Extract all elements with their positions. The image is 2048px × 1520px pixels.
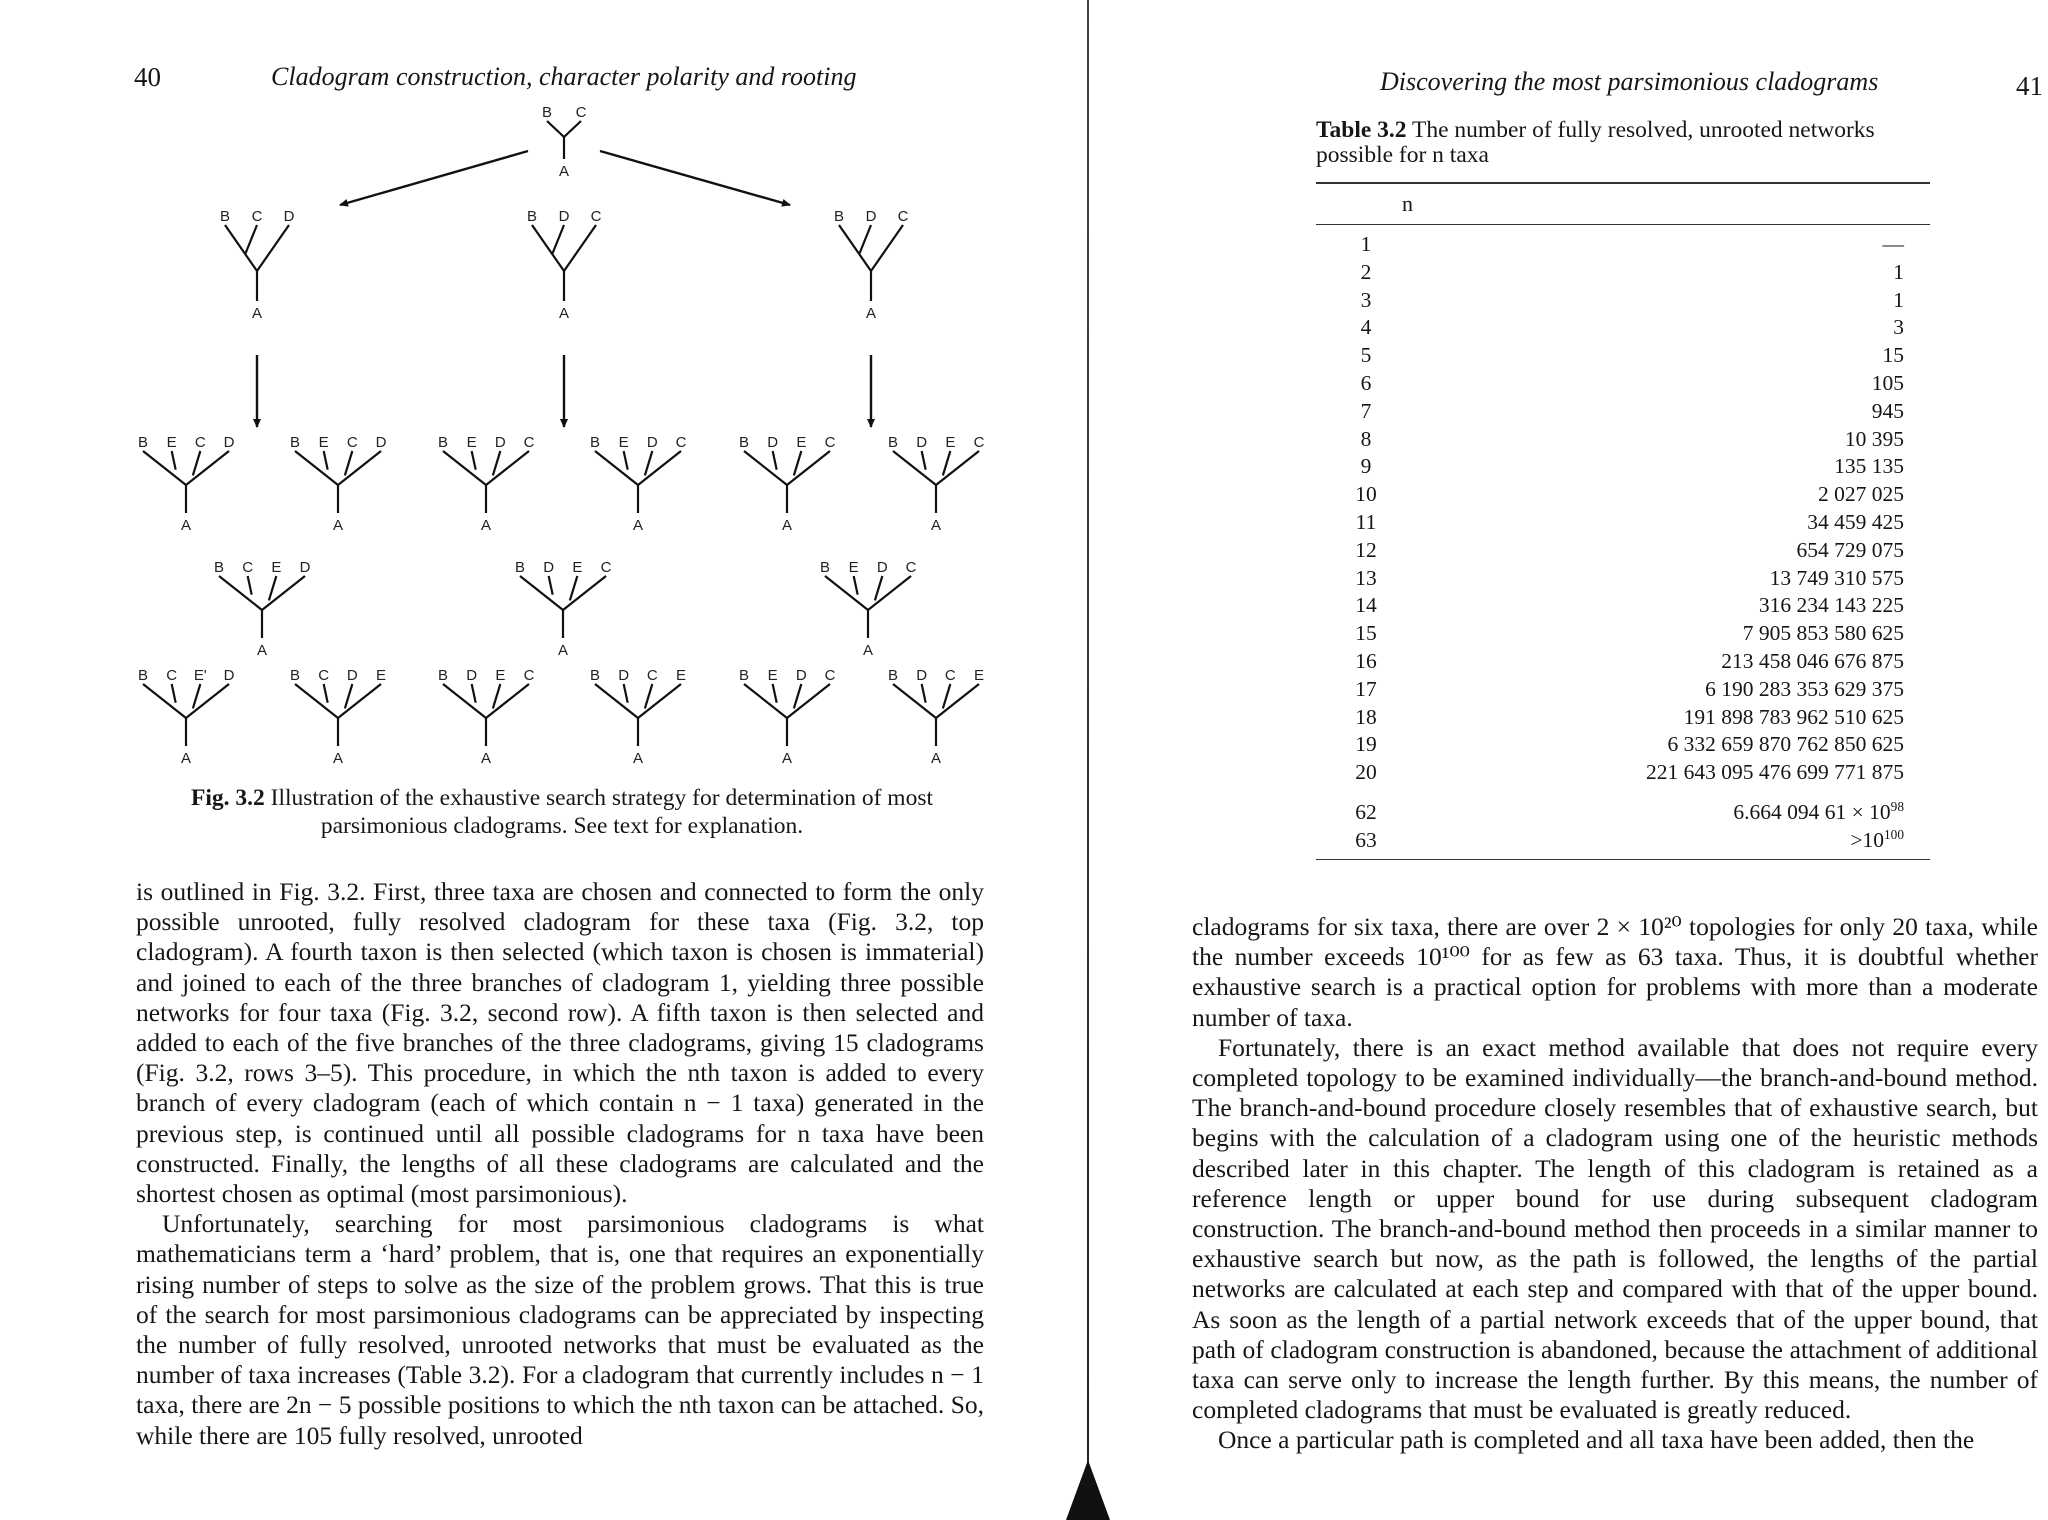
root-label: A xyxy=(557,642,569,659)
table-cell-n: 20 xyxy=(1355,760,1377,785)
taxon-label: B xyxy=(589,434,601,451)
cladogram-r2c xyxy=(834,208,909,322)
table-row xyxy=(1316,287,1930,315)
taxon-label: B xyxy=(137,434,149,451)
right-page-number: 41 xyxy=(2016,71,2043,101)
table-cell-n: 62 xyxy=(1355,799,1377,824)
table-cell-count: 945 xyxy=(1871,398,1904,423)
cladogram-branch xyxy=(645,684,652,708)
taxon-label: C xyxy=(824,667,836,684)
cladogram-branch xyxy=(936,451,979,485)
table-caption-text: The number of fully resolved, unrooted networks possible for n taxa xyxy=(1316,117,1875,168)
cladogram-r3f xyxy=(888,434,985,534)
cladogram-branch xyxy=(324,451,328,470)
root-label: A xyxy=(781,517,793,534)
cladogram-branch xyxy=(773,451,777,470)
cladogram-branch xyxy=(943,684,950,708)
cladogram-branch xyxy=(564,225,596,271)
taxon-label: E xyxy=(973,667,985,684)
cladogram-branch xyxy=(443,684,486,718)
taxon-label: E xyxy=(271,559,282,576)
taxon-label: E xyxy=(675,667,687,684)
table-row xyxy=(1316,704,1930,732)
cladogram-branch xyxy=(744,451,787,485)
taxon-label: E xyxy=(318,434,329,451)
count-exponent: 98 xyxy=(1890,798,1904,814)
cladogram-branch xyxy=(645,451,652,475)
taxon-label: E xyxy=(767,667,778,684)
caption-line-2: parsimonious cladograms. See text for explanation. xyxy=(320,813,804,839)
table-row xyxy=(1316,370,1930,398)
cladogram-r5d xyxy=(590,667,686,767)
taxon-label: E xyxy=(166,434,177,451)
cladogram-r4b xyxy=(515,559,612,659)
table-gap xyxy=(1316,787,1930,799)
taxon-label: D xyxy=(223,667,235,684)
table-cell-count: 105 xyxy=(1871,370,1904,395)
right-paragraph-3: Once a particular path is completed and all taxa have been added, then the xyxy=(1218,1425,1975,1455)
table-row xyxy=(1316,799,1930,827)
table-cell-n: 10 xyxy=(1355,482,1377,507)
cladogram-branch xyxy=(520,576,563,610)
taxon-label: D xyxy=(876,559,888,576)
taxon-label: B xyxy=(289,434,301,451)
arrow xyxy=(340,151,528,205)
cladogram-r5c xyxy=(438,667,535,767)
left-running-head: Cladogram construction, character polarity and rooting xyxy=(271,62,857,91)
table-row xyxy=(1316,676,1930,704)
cladogram-branch xyxy=(624,684,628,703)
right-running-head: Discovering the most parsimonious cladograms xyxy=(1380,67,1879,96)
cladogram-branch xyxy=(547,121,564,137)
cladogram-branch xyxy=(143,684,186,718)
table-row xyxy=(1316,314,1930,342)
cladogram-r4a xyxy=(214,559,311,659)
cladogram-r5a xyxy=(138,667,235,767)
table-row xyxy=(1316,342,1930,370)
table-row xyxy=(1316,827,1930,855)
table-cell-count: 6 190 283 353 629 375 xyxy=(1705,676,1904,701)
table-row xyxy=(1316,481,1930,509)
table-cell-count: 34 459 425 xyxy=(1807,509,1904,534)
cladogram-branch xyxy=(825,576,868,610)
arrow xyxy=(600,151,790,205)
cladogram-branch xyxy=(345,684,352,708)
root-label: A xyxy=(865,305,877,322)
table-cell-n: 7 xyxy=(1360,398,1372,423)
cladogram-branch xyxy=(868,576,911,610)
table-header-n: n xyxy=(1402,190,1413,216)
figure-label: Fig. 3.2 xyxy=(190,785,265,811)
table-row xyxy=(1316,509,1930,537)
table-caption xyxy=(1316,118,1930,168)
cladogram-branch xyxy=(472,451,476,470)
table-cell-n: 15 xyxy=(1355,621,1377,646)
cladogram-branch xyxy=(624,451,628,470)
taxon-label: C xyxy=(675,434,687,451)
cladogram-branch xyxy=(245,225,257,254)
root-label: A xyxy=(632,750,644,767)
table-cell-count: — xyxy=(1882,232,1904,256)
cladogram-branch xyxy=(443,451,486,485)
root-label: A xyxy=(332,750,344,767)
root-label: A xyxy=(256,642,268,659)
root-label: A xyxy=(251,305,263,322)
taxon-label: E xyxy=(618,434,629,451)
cladogram-branch xyxy=(595,451,638,485)
cladogram-branch xyxy=(549,576,553,595)
taxon-label: C xyxy=(590,208,602,225)
cladogram-branch xyxy=(493,684,500,708)
table-cell-count: 10 395 xyxy=(1844,426,1904,451)
taxon-label: C xyxy=(646,667,658,684)
cladogram-branch xyxy=(875,576,882,600)
table-cell-count: 135 135 xyxy=(1834,454,1904,479)
taxon-label: D xyxy=(558,208,570,225)
table-cell-n: 11 xyxy=(1355,509,1377,534)
taxon-label: B xyxy=(514,559,526,576)
taxon-label: C xyxy=(166,667,178,684)
table-cell-n: 18 xyxy=(1355,704,1377,729)
cladogram-branch xyxy=(338,684,381,718)
cladogram-branch xyxy=(262,576,305,610)
table-cell-n: 14 xyxy=(1355,593,1377,618)
taxon-label: B xyxy=(526,208,538,225)
root-label: A xyxy=(930,517,942,534)
cladogram-branch xyxy=(257,225,289,271)
cladogram-branch xyxy=(943,451,950,475)
table-row xyxy=(1316,759,1930,787)
table-cell-n: 16 xyxy=(1355,648,1377,673)
table-row xyxy=(1316,648,1930,676)
left-page-number: 40 xyxy=(134,62,161,92)
taxon-label: C xyxy=(523,434,535,451)
cladogram-r3d xyxy=(590,434,687,534)
cladogram-r3c xyxy=(438,434,535,534)
cladogram-r5e xyxy=(739,667,836,767)
cladogram-branch xyxy=(893,684,936,718)
cladogram-branch xyxy=(859,225,871,254)
root-label: A xyxy=(781,750,793,767)
cladogram-branch xyxy=(638,684,681,718)
cladogram-branch xyxy=(936,684,979,718)
table-cell-n: 8 xyxy=(1360,426,1372,451)
taxon-label: E xyxy=(466,434,477,451)
taxon-label: C xyxy=(897,208,909,225)
taxon-label: C xyxy=(973,434,985,451)
cladogram-branch xyxy=(186,451,229,485)
table-row xyxy=(1316,453,1930,481)
cladogram-diagram xyxy=(130,105,1010,785)
taxon-label: B xyxy=(437,434,449,451)
table-cell-count xyxy=(1416,827,1930,855)
table-row xyxy=(1316,426,1930,454)
table-cell-count: 2 027 025 xyxy=(1818,482,1904,507)
taxon-label: D xyxy=(618,667,630,684)
cladogram-r2b xyxy=(527,208,602,322)
taxon-label: D xyxy=(375,434,387,451)
table-cell-count: 6 332 659 870 762 850 625 xyxy=(1667,732,1904,757)
right-paragraph-1: cladograms for six taxa, there are over 2 × 10²⁰ topologies for only 20 taxa, while the number exceeds 10¹⁰⁰ for as few as 63 taxa. Thus, it is doubtful whether exhaustive search is a practical option for problems with more than a moderate number of taxa. xyxy=(1192,912,2038,1032)
table-cell-count: 13 749 310 575 xyxy=(1769,565,1904,590)
cladogram-branch xyxy=(493,451,500,475)
table-body xyxy=(1316,225,1930,859)
taxon-label: D xyxy=(466,667,478,684)
table-row xyxy=(1316,731,1930,759)
taxon-label: B xyxy=(887,667,899,684)
taxon-label: E' xyxy=(193,667,207,684)
taxon-label: E xyxy=(375,667,387,684)
cladogram-r3b xyxy=(290,434,387,534)
table-cell-count: 316 234 143 225 xyxy=(1758,593,1904,618)
cladogram-branch xyxy=(345,451,352,475)
taxon-label: C xyxy=(318,667,330,684)
table-cell-count: 7 905 853 580 625 xyxy=(1742,621,1904,646)
root-label: A xyxy=(558,305,570,322)
taxon-label: D xyxy=(299,559,311,576)
count-exponent: 100 xyxy=(1884,826,1904,842)
table-cell-n: 17 xyxy=(1355,676,1377,701)
table-row xyxy=(1316,620,1930,648)
caption-line-1: Illustration of the exhaustive search strategy for determination of most xyxy=(270,785,933,811)
taxon-label: D xyxy=(865,208,877,225)
right-body-text xyxy=(1192,912,2038,1456)
taxon-label: B xyxy=(437,667,449,684)
count-base: 6.664 094 61 × 10 xyxy=(1733,799,1891,824)
taxon-label: C xyxy=(905,559,917,576)
cladogram-r3a xyxy=(138,434,235,534)
cladogram-branch xyxy=(269,576,276,600)
taxon-label: B xyxy=(213,559,225,576)
root-label: A xyxy=(862,642,874,659)
taxon-label: C xyxy=(251,208,263,225)
cladogram-branch xyxy=(794,684,801,708)
table-cell-count: 1 xyxy=(1893,287,1904,312)
taxon-label: C xyxy=(194,434,206,451)
taxon-label: B xyxy=(137,667,149,684)
taxon-label: D xyxy=(346,667,358,684)
cladogram-branch xyxy=(219,576,262,610)
table-cell-n: 3 xyxy=(1360,287,1372,312)
cladogram-branch xyxy=(486,451,529,485)
cladogram-r4c xyxy=(820,559,917,659)
table-cell-count: 15 xyxy=(1882,343,1904,368)
cladogram-branch xyxy=(773,684,777,703)
cladogram-branch xyxy=(564,121,581,137)
table-cell-count: 213 458 046 676 875 xyxy=(1721,648,1904,673)
count-base: >10 xyxy=(1850,827,1884,852)
cladogram-branch xyxy=(595,684,638,718)
taxon-label: B xyxy=(833,208,845,225)
taxon-label: D xyxy=(916,667,928,684)
cladogram-branch xyxy=(486,684,529,718)
root-label: A xyxy=(180,517,192,534)
cladogram-branch xyxy=(143,451,186,485)
cladogram-branch xyxy=(248,576,252,595)
root-label: A xyxy=(480,517,492,534)
taxon-label: B xyxy=(219,208,231,225)
cladogram-branch xyxy=(295,684,338,718)
cladogram-branch xyxy=(552,225,564,254)
cladogram-branch xyxy=(922,684,926,703)
cladogram-branch xyxy=(193,684,200,708)
table-cell-n: 6 xyxy=(1360,370,1372,395)
root-label: A xyxy=(632,517,644,534)
table-cell-n: 63 xyxy=(1355,827,1377,852)
taxon-label: C xyxy=(346,434,358,451)
cladogram-r5f xyxy=(888,667,984,767)
cladogram-branch xyxy=(472,684,476,703)
right-paragraph-2: Fortunately, there is an exact method available that does not require every completed topology to be examined individually—the branch-and-bound method. The branch-and-bound procedure closely resembles that of exhaustive search, but begins with the calculation of a cladogram using one of the heuristic methods described later in this chapter. The length of this cladogram is retained as a reference length or upper bound for use during subsequent cladogram construction. The branch-and-bound method then proceeds in a similar manner to exhaustive search but now, as the path is followed, the lengths of the partial networks are calculated at each step and compared with that of the upper bound. As soon as the length of a partial network exceeds that of the upper bound, that path of cladogram construction is abandoned, because the attachment of additional taxa can serve only to increase the length further. By this means, the number of completed cladograms that must be evaluated is greatly reduced. xyxy=(1192,1032,2038,1425)
table-cell-count: 191 898 783 962 510 625 xyxy=(1683,704,1904,729)
taxon-label: E xyxy=(572,559,583,576)
book-gutter xyxy=(1087,0,1089,1520)
cladogram-branch xyxy=(172,451,176,470)
root-label: A xyxy=(930,750,942,767)
cladogram-branch xyxy=(193,451,200,475)
cladogram-root xyxy=(542,105,587,180)
cladogram-r3e xyxy=(739,434,836,534)
cladogram-branch xyxy=(638,451,681,485)
cladogram-r5b xyxy=(290,667,386,767)
taxon-label: C xyxy=(523,667,535,684)
table-row xyxy=(1316,231,1930,259)
taxon-label: E xyxy=(945,434,956,451)
taxon-label: B xyxy=(819,559,831,576)
cladogram-branch xyxy=(338,451,381,485)
table-cell-count: 654 729 075 xyxy=(1796,537,1904,562)
taxon-label: C xyxy=(944,667,956,684)
taxon-label: D xyxy=(283,208,295,225)
table-row xyxy=(1316,398,1930,426)
cladogram-branch xyxy=(225,225,257,271)
taxon-label: B xyxy=(541,105,553,121)
taxon-label: B xyxy=(738,667,750,684)
taxon-label: C xyxy=(575,105,587,121)
table-row xyxy=(1316,592,1930,620)
taxon-label: E xyxy=(848,559,859,576)
cladogram-branch xyxy=(186,684,229,718)
table-cell-n: 2 xyxy=(1360,259,1372,284)
cladogram-branch xyxy=(787,684,830,718)
cladogram-branch xyxy=(172,684,176,703)
table-cell-n: 5 xyxy=(1360,343,1372,368)
taxon-label: D xyxy=(646,434,658,451)
taxon-label: D xyxy=(223,434,235,451)
figure-caption xyxy=(137,784,987,840)
taxon-label: E xyxy=(495,667,506,684)
root-label: A xyxy=(332,517,344,534)
left-body-text xyxy=(136,877,984,1451)
cladogram-branch xyxy=(893,451,936,485)
table-cell-n: 1 xyxy=(1360,232,1372,256)
gutter-shadow xyxy=(1066,1460,1110,1520)
taxon-label: C xyxy=(242,559,254,576)
cladogram-branch xyxy=(532,225,564,271)
taxon-label: D xyxy=(795,667,807,684)
cladogram-branch xyxy=(563,576,606,610)
table-cell-count: 221 643 095 476 699 771 875 xyxy=(1646,760,1904,785)
table-row xyxy=(1316,259,1930,287)
figure-3-2 xyxy=(130,105,1010,785)
cladogram-branch xyxy=(744,684,787,718)
taxon-label: B xyxy=(289,667,301,684)
cladogram-branch xyxy=(787,451,830,485)
cladogram-branch xyxy=(570,576,577,600)
left-paragraph-2: Unfortunately, searching for most parsimonious cladograms is what mathematicians term a ‘hard’ problem, that is, one that requires an exponentially rising number of steps to solve as the size of the problem grows. That this is true of the search for most parsimonious cladograms can be appreciated by inspecting the number of fully resolved, unrooted networks that must be evaluated as the number of taxa increases (Table 3.2). For a cladogram that currently includes n − 1 taxa, there are 2n − 5 possible positions to which the nth taxon can be attached. So, while there are 105 fully resolved, unrooted xyxy=(136,1209,984,1450)
cladogram-branch xyxy=(794,451,801,475)
cladogram-branch xyxy=(871,225,903,271)
table-cell-n: 4 xyxy=(1360,315,1372,340)
taxon-label: E xyxy=(796,434,807,451)
cladogram-branch xyxy=(295,451,338,485)
left-paragraph-1: is outlined in Fig. 3.2. First, three taxa are chosen and connected to form the only possible unrooted, fully resolved cladogram for these taxa (Fig. 3.2, top cladogram). A fourth taxon is then selected (which taxon is chosen is immaterial) and joined to each of the three branches of cladogram 1, yielding three possible networks for four taxa (Fig. 3.2, second row). A fifth taxon is then selected and added to each of the five branches of the three cladograms, giving 15 cladograms (Fig. 3.2, rows 3–5). This procedure, in which the nth taxon is added to every branch of every cladogram (each of which contain n − 1 taxa) generated in the previous step, is continued until all possible cladograms for n taxa have been constructed. Finally, the lengths of all these cladograms are calculated and the shortest chosen as optimal (most parsimonious). xyxy=(136,877,984,1209)
taxon-label: D xyxy=(543,559,555,576)
table-row xyxy=(1316,565,1930,593)
taxon-label: D xyxy=(767,434,779,451)
table-bottom-rule xyxy=(1316,859,1930,861)
cladogram-branch xyxy=(922,451,926,470)
table-label: Table 3.2 xyxy=(1316,117,1407,143)
cladogram-branch xyxy=(324,684,328,703)
root-label: A xyxy=(180,750,192,767)
table-row xyxy=(1316,537,1930,565)
table-cell-count xyxy=(1416,799,1930,827)
cladogram-branch xyxy=(854,576,858,595)
table-cell-n: 13 xyxy=(1355,565,1377,590)
taxon-label: C xyxy=(824,434,836,451)
root-label: A xyxy=(480,750,492,767)
table-3-2 xyxy=(1316,118,1930,860)
table-cell-n: 9 xyxy=(1360,454,1372,479)
taxon-label: D xyxy=(494,434,506,451)
taxon-label: B xyxy=(589,667,601,684)
table-cell-n: 12 xyxy=(1355,537,1377,562)
table-cell-count: 3 xyxy=(1893,315,1904,340)
root-label: A xyxy=(558,163,570,180)
taxon-label: B xyxy=(887,434,899,451)
cladogram-branch xyxy=(839,225,871,271)
table-cell-n: 19 xyxy=(1355,732,1377,757)
table-cell-count: 1 xyxy=(1893,259,1904,284)
cladogram-r2a xyxy=(220,208,295,322)
taxon-label: D xyxy=(916,434,928,451)
taxon-label: C xyxy=(600,559,612,576)
taxon-label: B xyxy=(738,434,750,451)
